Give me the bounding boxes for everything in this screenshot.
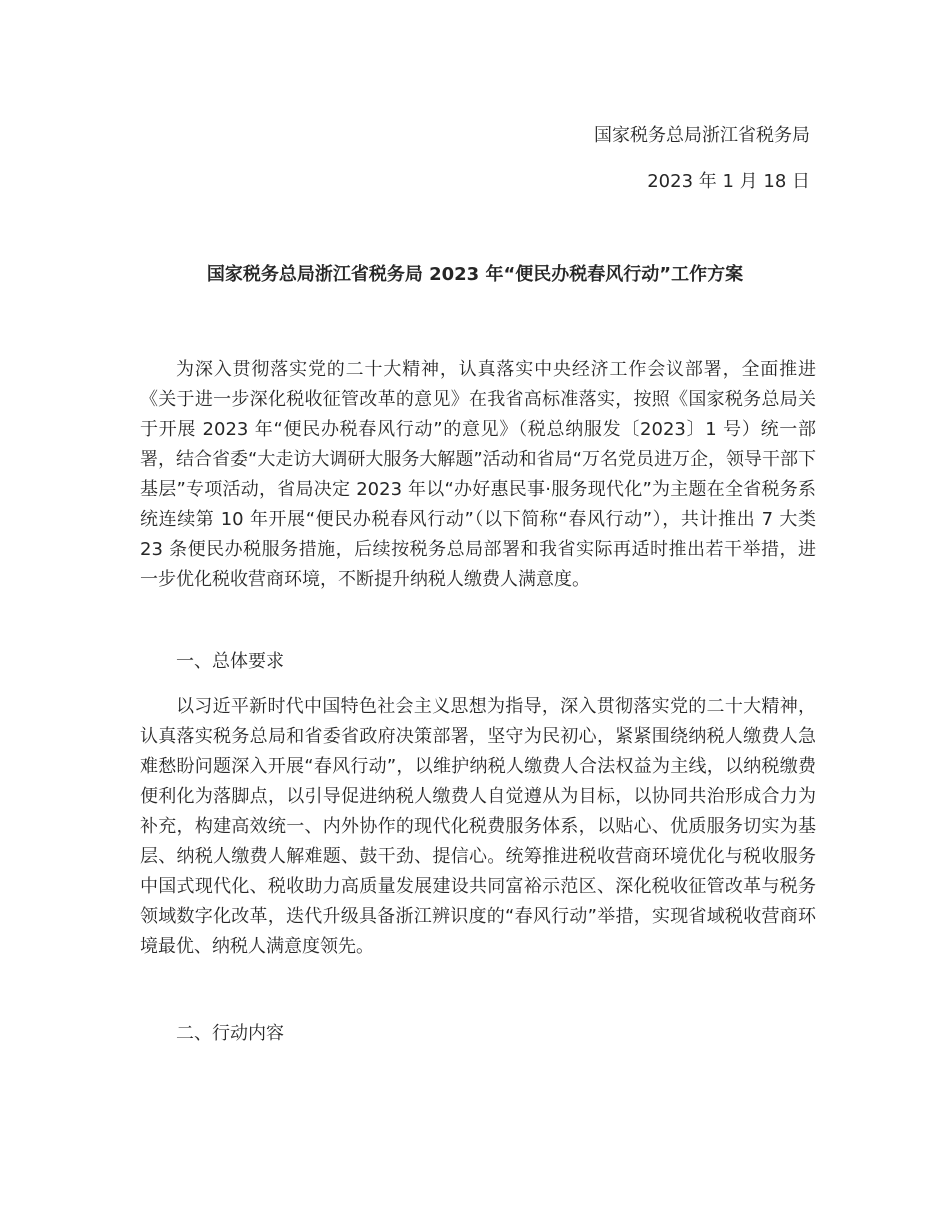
- section-1-heading: 一、总体要求: [176, 651, 284, 672]
- issue-date: 2023 年 1 月 18 日: [647, 171, 810, 192]
- section-2-heading: 二、行动内容: [176, 1023, 284, 1044]
- section-1-paragraph: 以习近平新时代中国特色社会主义思想为指导，深入贯彻落实党的二十大精神，认真落实税务总局和省委省政府决策部署，坚守为民初心，紧紧围绕纳税人缴费人急难愁盼问题深入开展“春风行动”，以维护纳税人缴费人合法权益为主线，以纳税缴费便利化为落脚点，以引导促进纳税人缴费人自觉遵从为目标，以协同共治形成合力为补充，构建高效统一、内外协作的现代化税费服务体系，以贴心、优质服务切实为基层、纳税人缴费人解难题、鼓干劲、提信心。统筹推进税收营商环境优化与税收服务中国式现代化、税收助力高质量发展建设共同富裕示范区、深化税收征管改革与税务领域数字化改革，迭代升级具备浙江辨识度的“春风行动”举措，实现省域税收营商环境最优、纳税人满意度领先。: [140, 696, 816, 957]
- intro-paragraph-block: [140, 355, 816, 595]
- section-1-paragraph-block: [140, 692, 816, 962]
- intro-paragraph: 为深入贯彻落实党的二十大精神，认真落实中央经济工作会议部署，全面推进《关于进一步深化税收征管改革的意见》在我省高标准落实，按照《国家税务总局关于开展 2023 年“便民办税春风行动”的意见》（税总纳服发〔2023〕1 号）统一部署，结合省委“大走访大调研大服务大解题”活动和省局“万名党员进万企，领导干部下基层”专项活动，省局决定 2023 年以“办好惠民事·服务现代化”为主题在全省税务系统连续第 10 年开展“便民办税春风行动”（以下简称“春风行动”），共计推出 7 大类 23 条便民办税服务措施，后续按税务总局部署和我省实际再适时推出若干举措，进一步优化税收营商环境，不断提升纳税人缴费人满意度。: [140, 359, 816, 590]
- issuing-organization: 国家税务总局浙江省税务局: [594, 125, 810, 146]
- section-2-heading-block: [140, 1019, 816, 1049]
- document-title: 国家税务总局浙江省税务局 2023 年“便民办税春风行动”工作方案: [206, 264, 744, 285]
- section-1-heading-block: [140, 647, 816, 677]
